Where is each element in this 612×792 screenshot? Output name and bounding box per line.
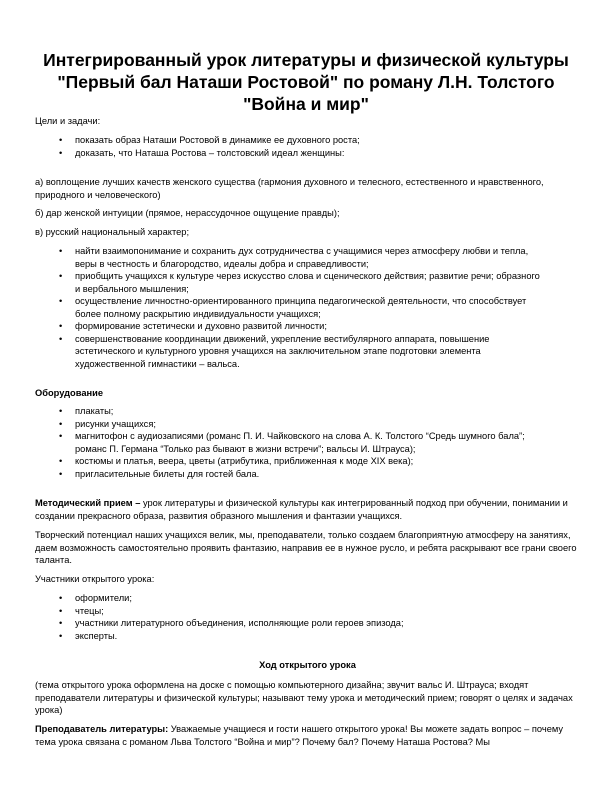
goals-label: Цели и задачи: (35, 116, 101, 126)
list-item: • доказать, что Наташа Ростова – толстовский идеал женщины: (59, 147, 345, 158)
bullet-icon: • (59, 605, 63, 616)
teacher-paragraph: Преподаватель литературы: Уважаемые учащиеся и гости нашего открытого урока! Вы можете задать вопрос – почему тема урока связана с романом Льва Толстого “Война и мир”? Почему бал? Почему Наташа Ростова? Мы (35, 724, 564, 747)
participants-label: Участники открытого урока: (35, 574, 155, 584)
point-b: б) дар женской интуиции (прямое, нерассудочное ощущение правды); (35, 208, 340, 218)
bullet-icon: • (59, 418, 63, 429)
point-a: а) воплощение лучших качеств женского существа (гармония духовного и телесного, естественного и нравственного, природного и человеческого) (35, 177, 544, 200)
bullet-icon: • (59, 147, 63, 158)
bullet-icon: • (59, 456, 63, 466)
bullet-icon: • (59, 271, 63, 281)
point-c: в) русский национальный характер; (35, 227, 190, 237)
bullet-icon: • (59, 296, 63, 306)
method-label: Методический прием – (35, 498, 141, 508)
list-item: • костюмы и платья, веера, цветы (атрибутика, приближенная к моде XIX века); (59, 456, 414, 466)
course-intro: (тема открытого урока оформлена на доске с помощью компьютерного дизайна; звучит вальс И. Штрауса; входят преподаватели литературы и физической культуры; называют тему урока и методический прием; говорят о целях и задачах урока) (35, 680, 573, 715)
list-item: • рисунки учащихся; (59, 418, 156, 429)
list-item: • пригласительные билеты для гостей бала. (59, 468, 260, 479)
bullet-icon: • (59, 618, 63, 628)
participants-list (0, 592, 612, 642)
bullet-icon: • (59, 468, 63, 479)
bullet-icon: • (59, 246, 63, 256)
equipment-list (0, 405, 612, 480)
bullet-icon: • (59, 630, 63, 641)
bullet-icon: • (59, 321, 63, 331)
creative-paragraph: Творческий потенциал наших учащихся велик, мы, преподаватели, только создаем благоприятную атмосферу на занятиях, даем возможность самостоятельно проявить фантазию, направив ее в нужное русло, и ребята раскрывают все грани своего таланта. (35, 530, 577, 565)
list-item: • совершенствование координации движений, укрепление вестибулярного аппарата, повышение эстетического и культурного уровня учащихся на заключительном этапе подготовки элемента художественной гимнастики – вальса. (59, 333, 490, 369)
bullet-icon: • (59, 431, 63, 441)
list-item: • оформители; (59, 593, 132, 603)
list-item: • плакаты; (59, 406, 114, 416)
list-item: • магнитофон с аудиозаписями (романс П. И. Чайковского на слова А. К. Толстого “Средь шумного бала”; романс П. Германа “Только раз бывают в жизни встречи”; вальсы И. Штрауса); (59, 431, 525, 454)
list-item: • чтецы; (59, 605, 104, 616)
tasks-list (0, 245, 612, 370)
list-item: • формирование эстетически и духовно развитой личности; (59, 321, 327, 331)
list-item: • осуществление личностно-ориентированного принципа педагогической деятельности, что способствует более полному раскрытию индивидуальности учащихся; (59, 296, 527, 319)
list-item: • показать образ Наташи Ростовой в динамике ее духовного роста; (59, 135, 360, 145)
list-item: • найти взаимопонимание и сохранить дух сотрудничества с учащимися через атмосферу любви и тепла, веры в честность и благородство, идеалы добра и справедливости; (59, 246, 529, 269)
list-item: • эксперты. (59, 630, 118, 641)
bullet-icon: • (59, 135, 63, 145)
course-heading: Ход открытого урока (259, 660, 356, 670)
bullet-icon: • (59, 406, 63, 416)
method-paragraph: Методический прием – урок литературы и физической культуры как интегрированный подход при обучении, понимании и создании прекрасного образа, развития образного мышления и фантазии учащихся. (35, 498, 568, 521)
equipment-heading: Оборудование (35, 388, 103, 398)
bullet-icon: • (59, 593, 63, 603)
teacher-label: Преподаватель литературы: (35, 724, 169, 734)
goals-list (0, 134, 612, 159)
list-item: • участники литературного объединения, исполняющие роли героев эпизода; (59, 618, 404, 628)
bullet-icon: • (59, 333, 63, 344)
document-title: Интегрированный урок литературы и физической культуры "Первый бал Наташи Ростовой" по роману Л.Н. Толстого "Война и мир" (43, 50, 569, 114)
list-item: • приобщить учащихся к культуре через искусство слова и сценического действия; развитие речи; образного и вербального мышления; (59, 271, 540, 294)
